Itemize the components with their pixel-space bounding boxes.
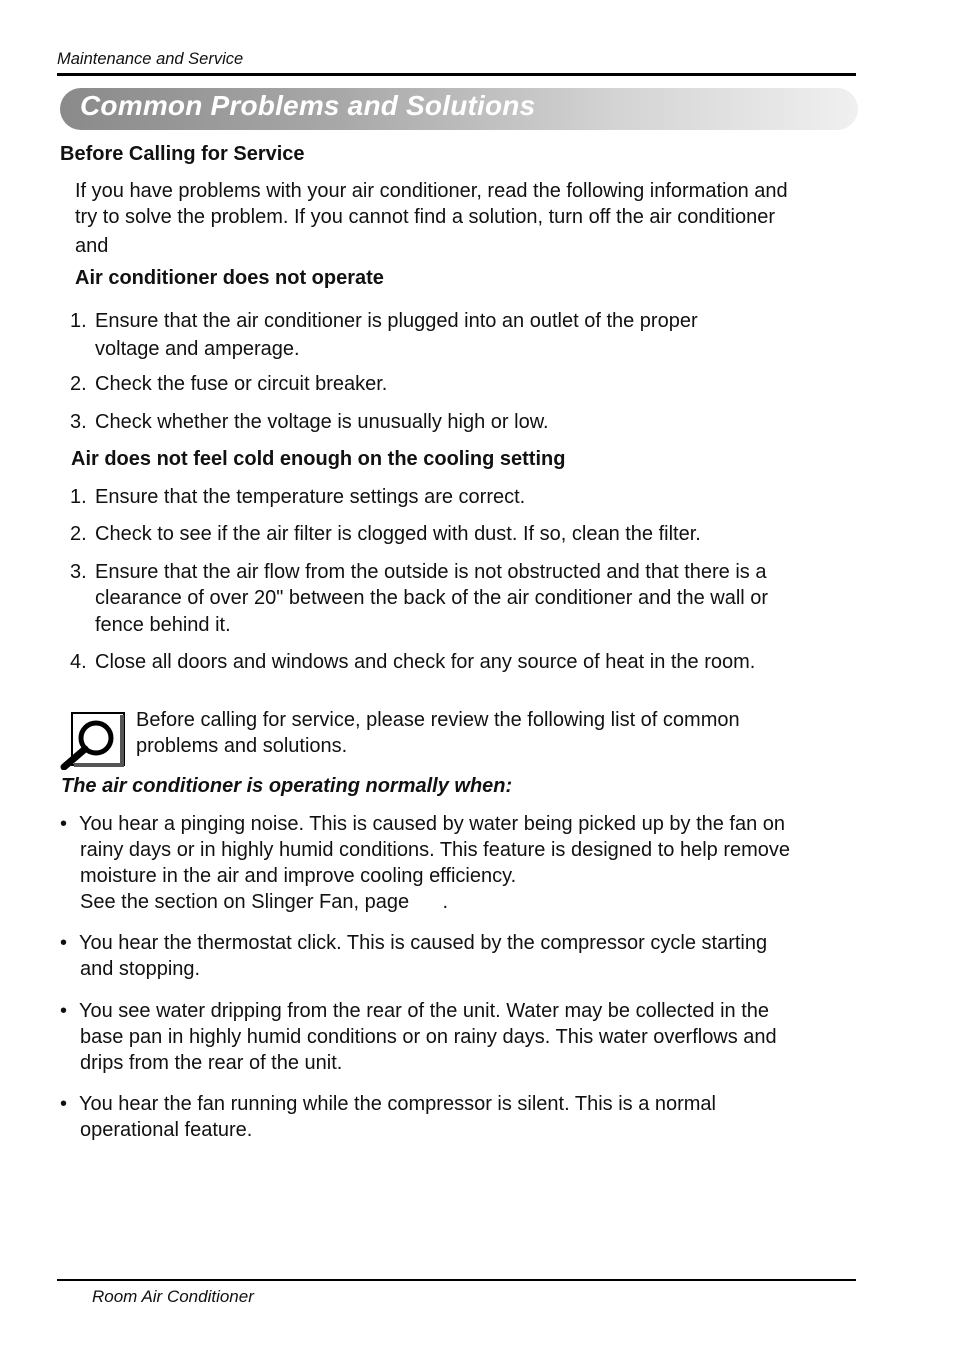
list-item-number: 2.	[70, 373, 87, 395]
list-item-text: clearance of over 20" between the back of the air conditioner and the wall or	[95, 587, 769, 609]
note-line-1: Before calling for service, please review the following list of common	[136, 709, 740, 731]
bullet-item-text: See the section on Slinger Fan, page .	[80, 891, 449, 913]
intro-line-1: If you have problems with your air conditioner, read the following information and	[75, 180, 788, 202]
bullet-item-text: and stopping.	[80, 958, 201, 980]
list-item-text: Ensure that the air flow from the outside is not obstructed and that there is a	[95, 561, 767, 583]
bullet-item-text: You see water dripping from the rear of the unit. Water may be collected in the	[79, 1000, 769, 1022]
list-item-text: Check whether the voltage is unusually high or low.	[95, 411, 549, 433]
before-calling-heading: Before Calling for Service	[60, 143, 305, 165]
list-item-text: fence behind it.	[95, 614, 231, 636]
list-item-text: voltage and amperage.	[95, 338, 300, 360]
list-item-number: 2.	[70, 523, 87, 545]
footer-rule	[57, 1279, 856, 1281]
list-item-number: 4.	[70, 651, 87, 673]
bullet-dot: •	[60, 1093, 68, 1115]
bullet-dot: •	[60, 813, 68, 835]
list-item-number: 3.	[70, 411, 87, 433]
bullet-dot: •	[60, 932, 68, 954]
bullet-item-text: You hear the fan running while the compressor is silent. This is a normal	[79, 1093, 717, 1115]
footer-text: Room Air Conditioner	[92, 1287, 254, 1306]
list-item-text: Ensure that the temperature settings are correct.	[95, 486, 526, 508]
bullet-item-text: rainy days or in highly humid conditions. This feature is designed to help remove	[80, 839, 791, 861]
page-title: Common Problems and Solutions	[80, 90, 536, 121]
list-item-text: Ensure that the air conditioner is plugged into an outlet of the proper	[95, 310, 698, 332]
bullet-item-text: You hear a pinging noise. This is caused by water being picked up by the fan on	[79, 813, 786, 835]
bullet-item-text: moisture in the air and improve cooling efficiency.	[80, 865, 517, 887]
list-item-text: Close all doors and windows and check for any source of heat in the room.	[95, 651, 756, 673]
bullet-item-text: base pan in highly humid conditions or on rainy days. This water overflows and	[80, 1026, 777, 1048]
not-cold-heading: Air does not feel cold enough on the cooling setting	[71, 448, 566, 470]
section-header: Maintenance and Service	[57, 50, 244, 68]
header-rule	[57, 73, 856, 76]
magnifier-icon	[60, 712, 126, 770]
bullet-dot: •	[60, 1000, 68, 1022]
list-item-number: 1.	[70, 486, 87, 508]
intro-line-2: try to solve the problem. If you cannot find a solution, turn off the air conditioner	[75, 206, 776, 228]
bullet-item-text: You hear the thermostat click. This is caused by the compressor cycle starting	[79, 932, 768, 954]
bullet-item-text: operational feature.	[80, 1119, 253, 1141]
list-item-number: 3.	[70, 561, 87, 583]
list-item-text: Check to see if the air filter is clogged with dust. If so, clean the filter.	[95, 523, 701, 545]
bullet-item-text: drips from the rear of the unit.	[80, 1052, 343, 1074]
list-item-number: 1.	[70, 310, 87, 332]
normal-heading: The air conditioner is operating normally when:	[61, 775, 513, 797]
does-not-operate-heading: Air conditioner does not operate	[75, 267, 384, 289]
list-item-text: Check the fuse or circuit breaker.	[95, 373, 388, 395]
intro-line-3: and	[75, 235, 109, 257]
note-line-2: problems and solutions.	[136, 735, 348, 757]
